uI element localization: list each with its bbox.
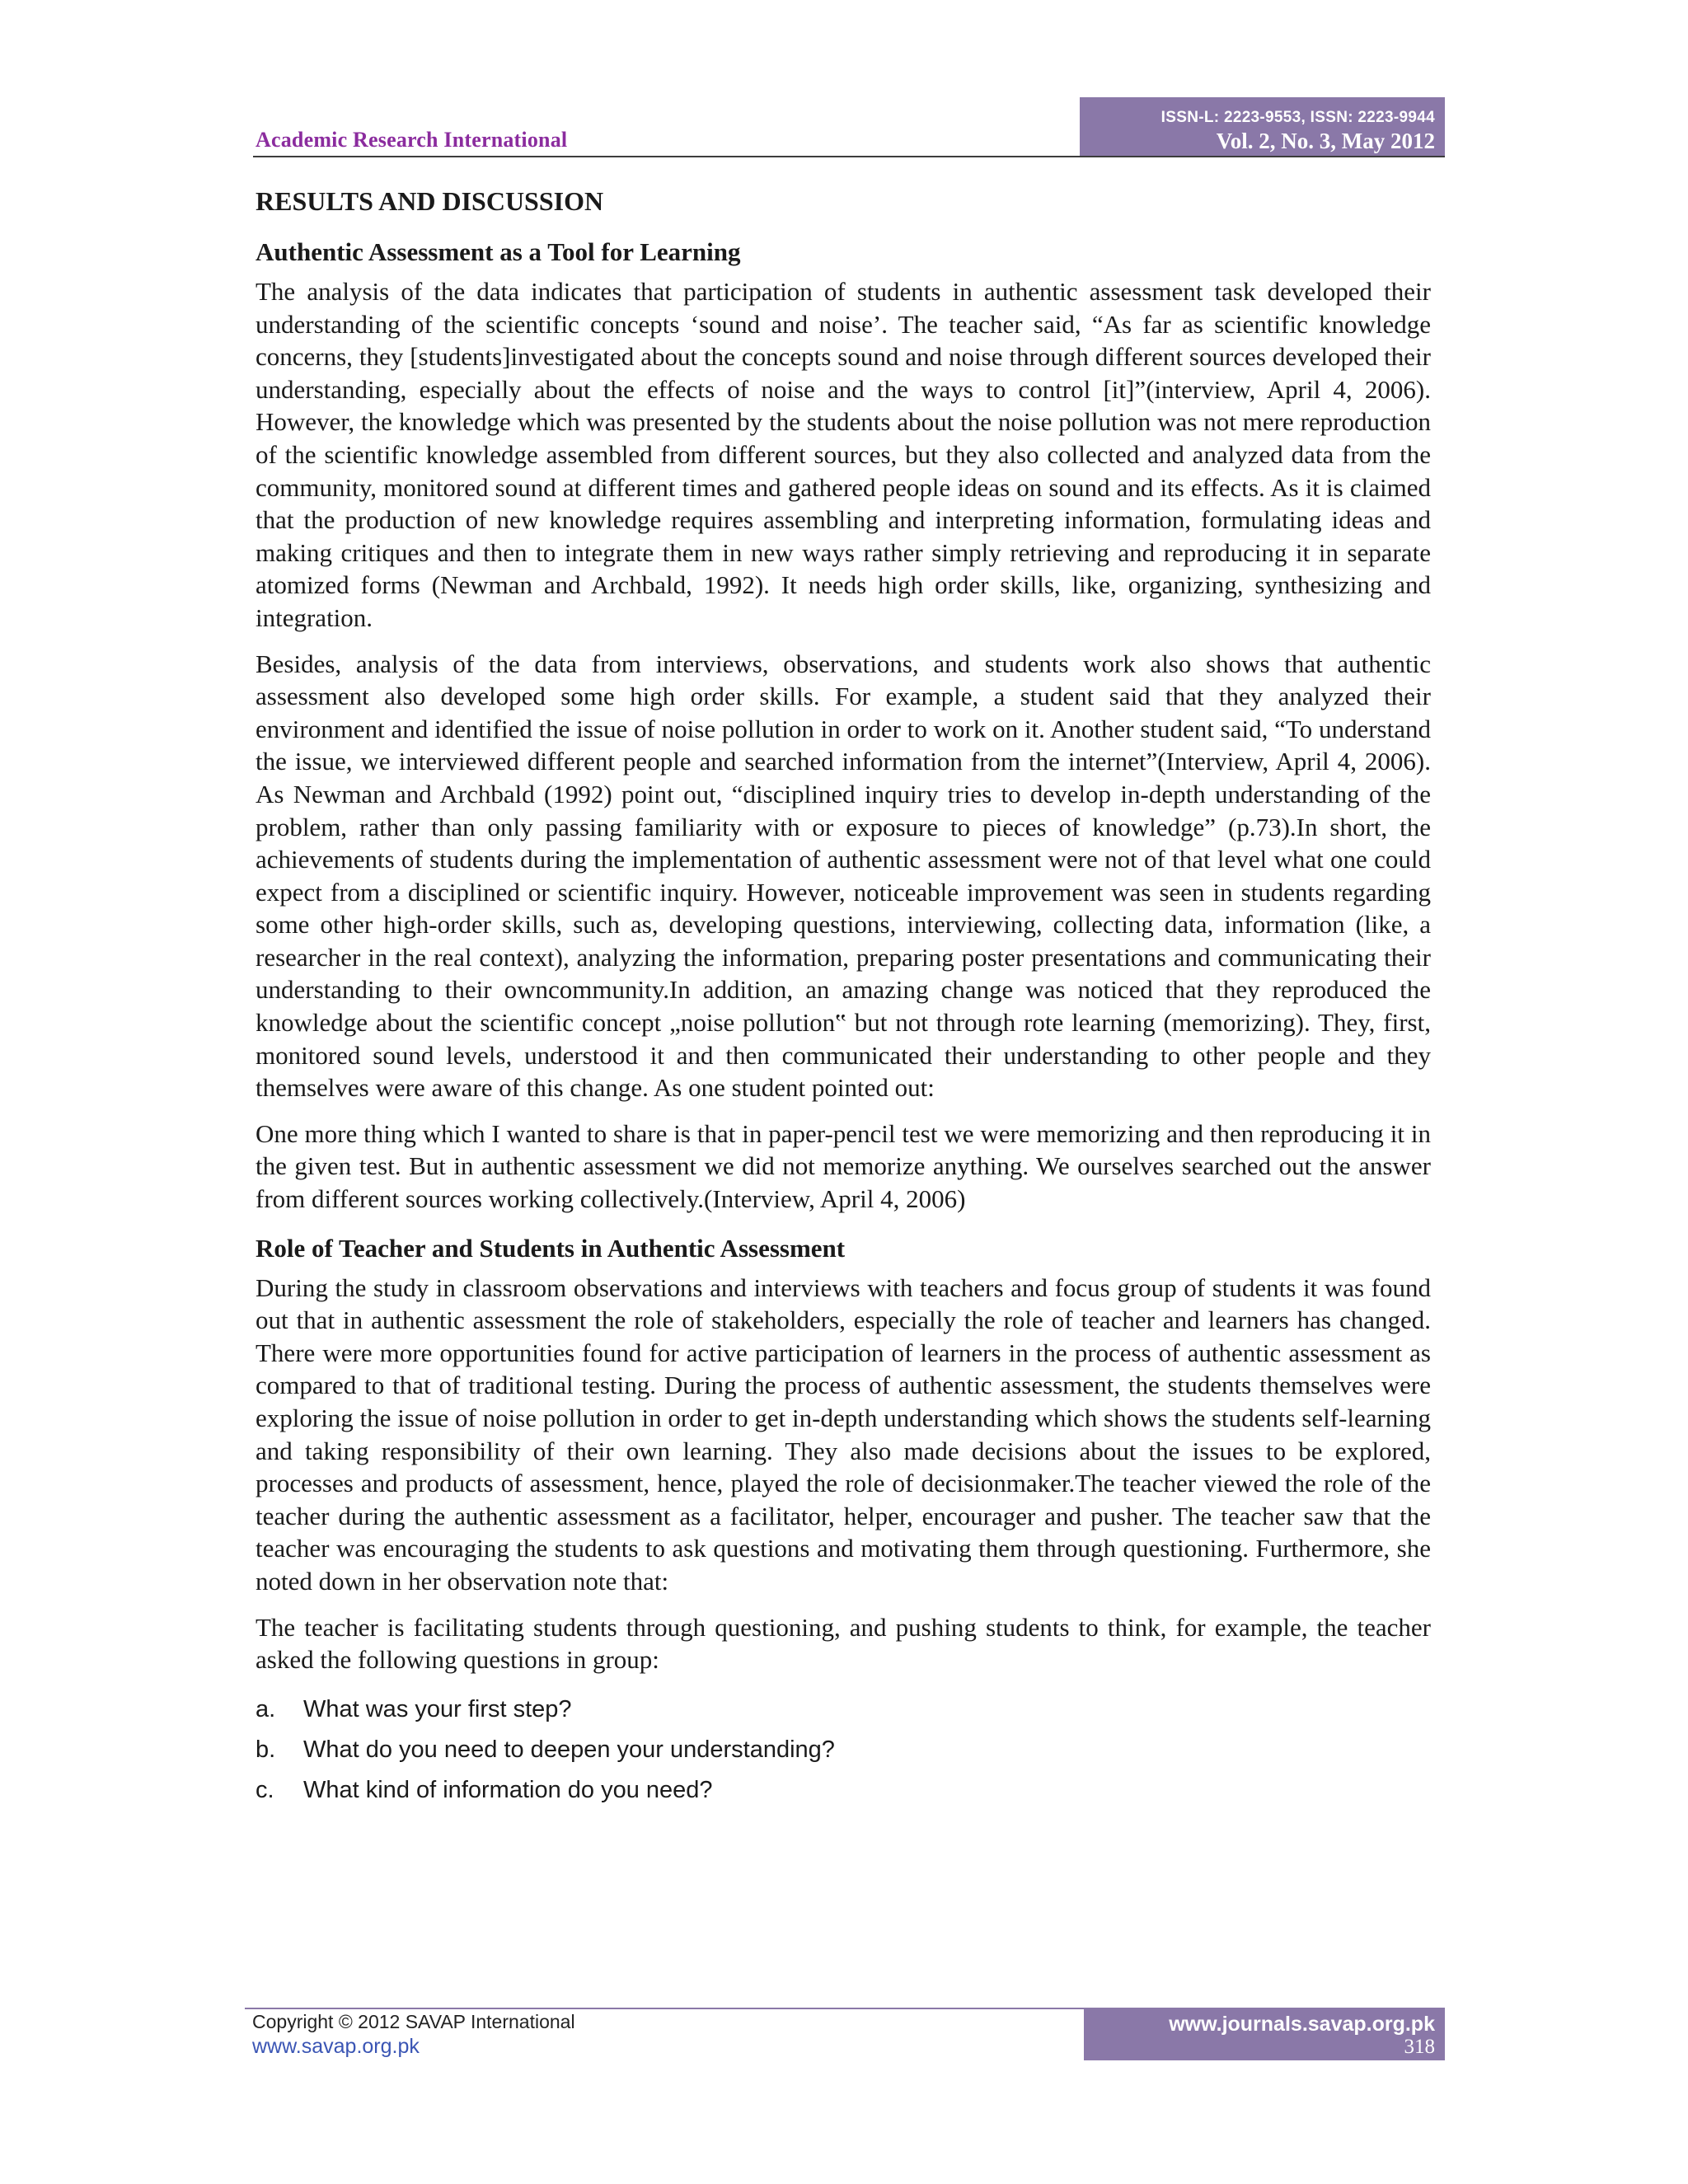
list-item bbox=[256, 1730, 1431, 1770]
issn-label: ISSN-L: 2223-9553, ISSN: 2223-9944 bbox=[1160, 109, 1435, 126]
publisher-link[interactable]: www.savap.org.pk bbox=[252, 2035, 420, 2058]
list-item bbox=[256, 1690, 1431, 1730]
paragraph: The analysis of the data indicates that participation of students in authentic assessment task developed their understanding of the scientific concepts ‘sound and noise’. The teacher said, “As far as scientific knowledge concerns, they [students]investigated about the concepts sound and noise through different sources developed their understanding, especially about the effects of noise and the ways to control [it]”(interview, April 4, 2006). However, the knowledge which was presented by the students about the noise pollution was not mere reproduction of the scientific knowledge assembled from different sources, but they also collected and analyzed data from the community, monitored sound at different times and gathered people ideas on sound and its effects. As it is claimed that the production of new knowledge requires assembling and interpreting information, formulating ideas and making critiques and then to integrate them in new ways rather simply retrieving and reproducing it in separate atomized forms (Newman and Archbald, 1992). It needs high order skills, like, organizing, synthesizing and integration. bbox=[256, 277, 1431, 632]
page-number: 318 bbox=[1404, 2036, 1435, 2058]
journal-url-link[interactable]: www.journals.savap.org.pk bbox=[1169, 2013, 1435, 2036]
list-marker: a. bbox=[256, 1695, 276, 1722]
paragraph: Besides, analysis of the data from interviews, observations, and students work also shows that authentic assessment also developed some high order skills. For example, a student said that they analyzed their environment and identified the issue of noise pollution in order to work on it. Another student said, “To understand the issue, we interviewed different people and searched information from the internet”(Interview, April 4, 2006). As Newman and Archbald (1992) point out, “disciplined inquiry tries to develop in-depth understanding of the problem, rather than only passing familiarity with or exposure to pieces of knowledge” (p.73).In short, the achievements of students during the implementation of authentic assessment were not of that level what one could expect from a disciplined or scientific inquiry. However, noticeable improvement was seen in students regarding some other high-order skills, such as, developing questions, interviewing, collecting data, information (like, a researcher in the real context), analyzing the information, preparing poster presentations and communicating their understanding to their owncommunity.In addition, an amazing change was noticed that they reproduced the knowledge about the scientific concept „noise pollution‟ but not through rote learning (memorizing). They, first, monitored sound levels, understood it and then communicated their understanding to other people and they themselves were aware of this change. As one student pointed out: bbox=[256, 649, 1431, 1103]
paragraph: During the study in classroom observations and interviews with teachers and focus group of students it was found out that in authentic assessment the role of stakeholders, especially the role of teacher and learners has changed. There were more opportunities found for active participation of learners in the process of authentic assessment as compared to that of traditional testing. During the process of authentic assessment, the students themselves were exploring the issue of noise pollution in order to get in-depth understanding which shows the students self-learning and taking responsibility of their own learning. They also made decisions about the issues to be explored, processes and products of assessment, hence, played the role of decisionmaker.The teacher viewed the role of the teacher during the authentic assessment as a facilitator, helper, encourager and pusher. The teacher saw that the teacher was encouraging the students to ask questions and motivating them through questioning. Furthermore, she noted down in her observation note that: bbox=[256, 1272, 1431, 1596]
subsection-title: Authentic Assessment as a Tool for Learning bbox=[256, 237, 741, 266]
list-item-text: What do you need to deepen your understanding? bbox=[303, 1736, 835, 1763]
header-divider bbox=[253, 156, 1445, 157]
subsection-title: Role of Teacher and Students in Authentic Assessment bbox=[256, 1233, 846, 1263]
question-list bbox=[256, 1690, 1431, 1811]
paragraph: The teacher is facilitating students through questioning, and pushing students to think, for example, the teacher asked the following questions in group: bbox=[256, 1612, 1431, 1675]
issue-info-box bbox=[1080, 97, 1445, 157]
section-title: RESULTS AND DISCUSSION bbox=[256, 186, 604, 216]
quote-paragraph: One more thing which I wanted to share is that in paper-pencil test we were memorizing and then reproducing it in the given test. But in authentic assessment we did not memorize anything. We ourselves searched out the answer from different sources working collectively.(Interview, April 4, 2006) bbox=[256, 1118, 1431, 1214]
list-item-text: What kind of information do you need? bbox=[303, 1776, 713, 1803]
footer-info-box bbox=[1084, 2009, 1445, 2060]
list-item bbox=[256, 1770, 1431, 1811]
copyright-notice: Copyright © 2012 SAVAP International bbox=[252, 2011, 575, 2032]
list-marker: c. bbox=[256, 1776, 274, 1803]
article-body bbox=[256, 181, 1431, 1811]
volume-label: Vol. 2, No. 3, May 2012 bbox=[1216, 129, 1435, 153]
list-marker: b. bbox=[256, 1736, 276, 1763]
list-item-text: What was your first step? bbox=[303, 1695, 572, 1722]
journal-name: Academic Research International bbox=[256, 128, 568, 152]
